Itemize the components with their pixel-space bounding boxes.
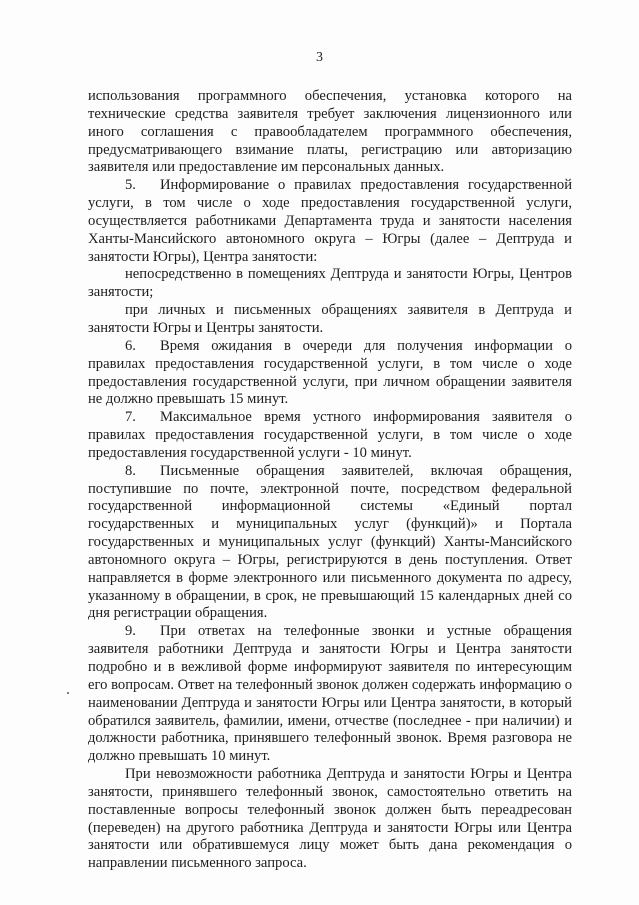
page-number: 3: [316, 50, 323, 65]
paragraph-item-6: [88, 338, 572, 409]
item-number: 6.: [125, 337, 136, 354]
paragraph-item-5: [88, 177, 572, 266]
scan-artifact-dot: [67, 692, 69, 694]
paragraph-text: Максимальное время устного информирования заявителя о правилах предоставления государственной услуги, в том числе о ходе предоставления государственной услуги - 10 минут.: [88, 409, 572, 461]
paragraph-item-9: [88, 623, 572, 766]
paragraph-text: Письменные обращения заявителей, включая обращения, поступившие по почте, электронной почте, посредством федеральной государственной информационной системы «Единый портал государственных и муниципальных услуг (функций)» и Портала государственных и муниципальных услуг (функций) Ханты-Мансийского автономного округа – Югры, регистрируются в день поступления. Ответ направляется в форме электронного или письменного документа по адресу, указанному в обращении, в срок, не превышающий 15 календарных дней со дня регистрации обращения.: [88, 462, 572, 622]
paragraph-text: Время ожидания в очереди для получения информации о правилах предоставления государственной услуги, в том числе о ходе предоставления государственной услуги, при личном обращении заявителя не должно превышать 15 минут.: [88, 337, 572, 408]
paragraph-text: Информирование о правилах предоставления государственной услуги, в том числе о ходе предоставления государственной услуги, осуществляется работниками Департамента труда и занятости населения Ханты-Мансийского автономного округа – Югры (далее – Дептруда и занятости Югры), Центра занятости:: [88, 177, 572, 265]
item-number: 9.: [125, 623, 136, 640]
paragraph-item-8: [88, 463, 572, 624]
paragraph-continuation: использования программного обеспечения, установка которого на технические средства заявителя требует заключения лицензионного или иного соглашения с правообладателем программного обеспечения, предусматривающего взимание платы, регистрацию или авторизацию заявителя или предоставление им персональных данных.: [88, 88, 572, 176]
item-number: 8.: [125, 462, 136, 479]
item-number: 5.: [125, 177, 136, 194]
paragraph-item-7: [88, 409, 572, 463]
paragraph-item-5-b: при личных и письменных обращениях заявителя в Дептруда и занятости Югры и Центры занятости.: [88, 302, 572, 336]
paragraph-item-9-b: При невозможности работника Дептруда и занятости Югры и Центра занятости, принявшего телефонный звонок, самостоятельно ответить на поставленные вопросы телефонный звонок должен быть переадресован (переведен) на другого работника Дептруда и занятости Югры или Центра занятости или обратившемуся лицу может быть дана рекомендация о направлении письменного запроса.: [88, 766, 572, 872]
paragraph-item-5-a: непосредственно в помещениях Дептруда и занятости Югры, Центров занятости;: [88, 266, 572, 301]
document-body: [88, 88, 572, 873]
paragraph-text: При ответах на телефонные звонки и устные обращения заявителя работники Дептруда и занятости Югры и Центра занятости подробно и в вежливой форме информируют заявителя по интересующим его вопросам. Ответ на телефонный звонок должен содержать информацию о наименовании Дептруда и занятости Югры или Центра занятости, в который обратился заявитель, фамилии, имени, отчестве (последнее - при наличии) и должности работника, принявшего телефонный звонок. Время разговора не должно превышать 10 минут.: [88, 623, 572, 765]
item-number: 7.: [125, 409, 136, 426]
